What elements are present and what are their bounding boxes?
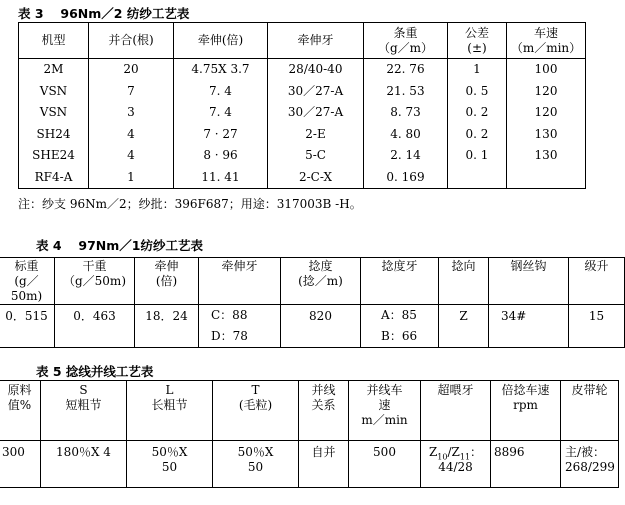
- table4-cell: 15: [569, 305, 625, 348]
- table4-cell: 0．515: [0, 305, 55, 348]
- table3-cell: 100: [507, 59, 586, 81]
- table3-cell: 22. 76: [364, 59, 448, 81]
- table3-header-row: [19, 23, 586, 59]
- table-row: [19, 81, 586, 103]
- table5-header-overfeed-gear: 超喂牙: [421, 381, 491, 441]
- table4-cell: B：66: [361, 326, 439, 347]
- table5-cell-overfeed: $Z_{10}/Z_{11}$： 44/28: [421, 441, 491, 488]
- table3-header-doubling: 并合(根): [89, 23, 174, 59]
- table3-cell: VSN: [19, 102, 89, 124]
- table3-cell: 4.75X 3.7: [174, 59, 268, 81]
- table3-cell: 20: [89, 59, 174, 81]
- table3-cell: 7. 4: [174, 81, 268, 103]
- table5-cell: 300: [0, 441, 41, 488]
- table5-cell: 自并: [299, 441, 349, 488]
- table3-cell: 1: [448, 59, 507, 81]
- table4-header-standard-weight: 标重 (g／50m): [0, 258, 55, 305]
- table3-cell: SH24: [19, 124, 89, 146]
- table4-cell: C：88: [199, 305, 281, 327]
- table3-header-draft: 牵伸(倍): [174, 23, 268, 59]
- table4-cell: 18．24: [135, 305, 199, 348]
- table4-header-draft: 牵伸 (倍): [135, 258, 199, 305]
- table3: [18, 22, 586, 189]
- table3-cell: 7: [89, 81, 174, 103]
- table3-cell: 120: [507, 102, 586, 124]
- table5-cell: 500: [349, 441, 421, 488]
- table5-header-doubling-speed: 并线车 速 m／min: [349, 381, 421, 441]
- table4-caption: 表 4 97Nm／1纺纱工艺表: [36, 238, 203, 253]
- table4-cell: D：78: [199, 326, 281, 347]
- table3-cell: 130: [507, 124, 586, 146]
- table4-header-traveller: 钢丝钩: [489, 258, 569, 305]
- table3-cell: 3: [89, 102, 174, 124]
- table3-cell: 2-C-X: [268, 167, 364, 189]
- table3-cell: 8. 73: [364, 102, 448, 124]
- table3-cell: 130: [507, 145, 586, 167]
- table5: [0, 380, 619, 488]
- table4-cell: 0．463: [55, 305, 135, 348]
- table-row: [0, 305, 625, 327]
- table3-cell: 2-E: [268, 124, 364, 146]
- table5-header-pulley: 皮带轮: [561, 381, 619, 441]
- table5-cell: 主/被： 268/299: [561, 441, 619, 488]
- table3-cell: 0. 1: [448, 145, 507, 167]
- table5-header-raw-value: 原料 值%: [0, 381, 41, 441]
- table4-header-draft-gear: 牵伸牙: [199, 258, 281, 305]
- table5-header-row: [0, 381, 619, 441]
- table4-header-row: [0, 258, 625, 305]
- table3-header-speed: 车速 （m／min）: [507, 23, 586, 59]
- table3-cell: 0. 2: [448, 102, 507, 124]
- table3-note: 注：纱支 96Nm／2；纱批：396F687；用途：317003B -H。: [18, 197, 362, 211]
- table3-cell: 120: [507, 81, 586, 103]
- table3-caption: 表 3 96Nm／2 纺纱工艺表: [18, 6, 190, 21]
- table4-cell: 820: [281, 305, 361, 348]
- table3-cell: [507, 167, 586, 189]
- table3-cell: 1: [89, 167, 174, 189]
- table3-cell: 4: [89, 124, 174, 146]
- table4-cell: Z: [439, 305, 489, 348]
- table-row: [19, 167, 586, 189]
- table-row: [0, 441, 619, 488]
- table3-cell: 7 · 27: [174, 124, 268, 146]
- table4-cell: 34#: [489, 305, 569, 348]
- table-row: [19, 124, 586, 146]
- table3-cell: 4. 80: [364, 124, 448, 146]
- table5-cell: 180％X 4: [41, 441, 127, 488]
- table3-cell: 7. 4: [174, 102, 268, 124]
- table3-header-sliver-weight: 条重 （g／m）: [364, 23, 448, 59]
- table3-cell: [448, 167, 507, 189]
- table3-header-model: 机型: [19, 23, 89, 59]
- table4-header-twist: 捻度 (捻／m): [281, 258, 361, 305]
- table3-cell: 21. 53: [364, 81, 448, 103]
- table3-cell: SHE24: [19, 145, 89, 167]
- table5-cell: 50％X 50: [127, 441, 213, 488]
- table4-header-lift: 级升: [569, 258, 625, 305]
- table4-header-twist-direction: 捻向: [439, 258, 489, 305]
- table4: [0, 257, 625, 348]
- table3-cell: VSN: [19, 81, 89, 103]
- table-row: [19, 145, 586, 167]
- table3-header-draft-gear: 牵伸牙: [268, 23, 364, 59]
- table3-cell: 0. 169: [364, 167, 448, 189]
- table4-cell: A：85: [361, 305, 439, 327]
- table3-cell: 2. 14: [364, 145, 448, 167]
- table5-cell: 8896: [491, 441, 561, 488]
- table4-header-dry-weight: 干重 （g／50m): [55, 258, 135, 305]
- table5-header-doubling-relation: 并线 关系: [299, 381, 349, 441]
- table3-cell: 30／27-A: [268, 81, 364, 103]
- table3-cell: 4: [89, 145, 174, 167]
- table5-header-neps: T (毛粒): [213, 381, 299, 441]
- table-row: [19, 59, 586, 81]
- table3-cell: 5-C: [268, 145, 364, 167]
- table3-cell: 11. 41: [174, 167, 268, 189]
- table3-cell: 28/40-40: [268, 59, 364, 81]
- table5-header-short-thick: S 短粗节: [41, 381, 127, 441]
- table3-header-tolerance: 公差 (±): [448, 23, 507, 59]
- table3-cell: 8 · 96: [174, 145, 268, 167]
- table3-cell: 2M: [19, 59, 89, 81]
- table3-cell: 0. 2: [448, 124, 507, 146]
- table4-header-twist-gear: 捻度牙: [361, 258, 439, 305]
- table-row: [19, 102, 586, 124]
- table3-cell: 30／27-A: [268, 102, 364, 124]
- table5-header-twist-speed: 倍捻车速 rpm: [491, 381, 561, 441]
- table3-cell: 0. 5: [448, 81, 507, 103]
- table5-header-long-thick: L 长粗节: [127, 381, 213, 441]
- table5-cell: 50％X 50: [213, 441, 299, 488]
- table3-cell: RF4-A: [19, 167, 89, 189]
- table5-caption: 表 5 捻线并线工艺表: [36, 364, 154, 379]
